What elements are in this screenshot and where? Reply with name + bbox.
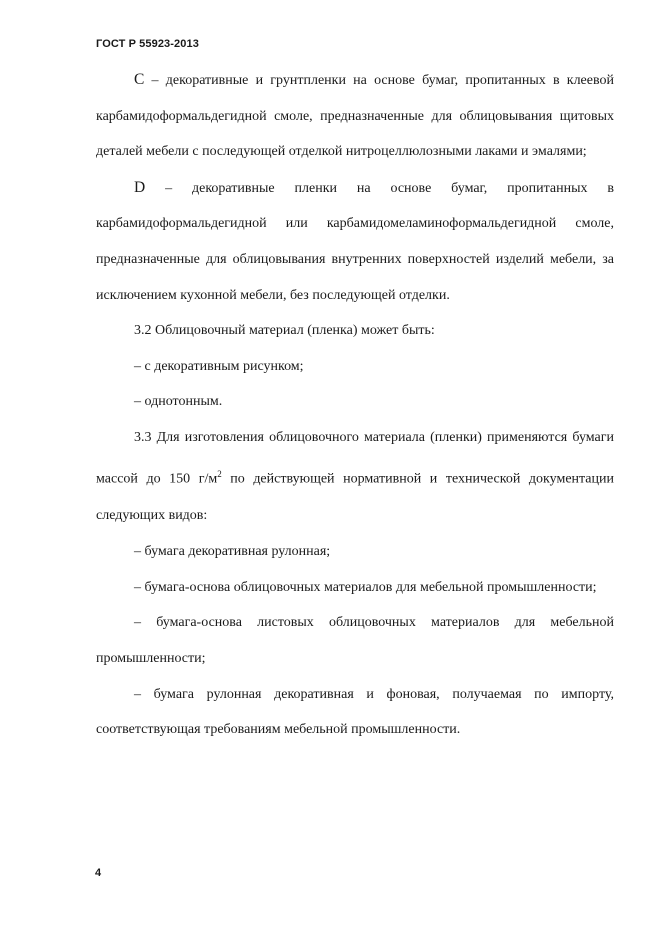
clause-text: по действующей нормативной и технической документации следующих видов:	[96, 471, 614, 523]
paragraph-type-c	[96, 62, 614, 170]
list-item: – бумага декоративная рулонная;	[134, 544, 331, 560]
clause-text: 3.3 Для изготовления облицовочного материала (пленки) применяются бумаги массой до 150 г/м	[96, 429, 614, 487]
list-item: – бумага-основа облицовочных материалов для мебельной промышленности;	[134, 579, 597, 595]
paragraph-text: – декоративные и грунтпленки на основе бумаг, пропитанных в клеевой карбамидоформальдегидной смоле, предназначенные для облицовывания щитовых деталей мебели с последующей отделкой нитроцеллюлозными лаками и эмалями;	[96, 73, 614, 160]
list-item: – однотонным.	[134, 394, 223, 410]
document-body	[96, 62, 614, 748]
type-letter-c: C	[134, 71, 145, 88]
list-item: – с декоративным рисунком;	[134, 358, 304, 374]
paragraph-type-d	[96, 170, 614, 313]
superscript: 2	[217, 469, 222, 480]
list-item: – бумага рулонная декоративная и фоновая, получаемая по импорту, соответствующая требованиям мебельной промышленности.	[96, 686, 614, 738]
clause-3-3	[96, 420, 614, 534]
document-header: ГОСТ Р 55923-2013	[96, 38, 199, 50]
clause-3-2: 3.2 Облицовочный материал (пленка) может быть:	[134, 323, 435, 339]
paragraph-text: – декоративные пленки на основе бумаг, пропитанных в карбамидоформальдегидной или карбамидомеламиноформальдегидной смоле, предназначенные для облицовывания внутренних поверхностей изделий мебели, за исключением кухонной мебели, без последующей отделки.	[96, 180, 614, 303]
list-item: – бумага-основа листовых облицовочных материалов для мебельной промышленности;	[96, 615, 614, 666]
type-letter-d: D	[134, 178, 146, 196]
page-number: 4	[95, 867, 102, 879]
